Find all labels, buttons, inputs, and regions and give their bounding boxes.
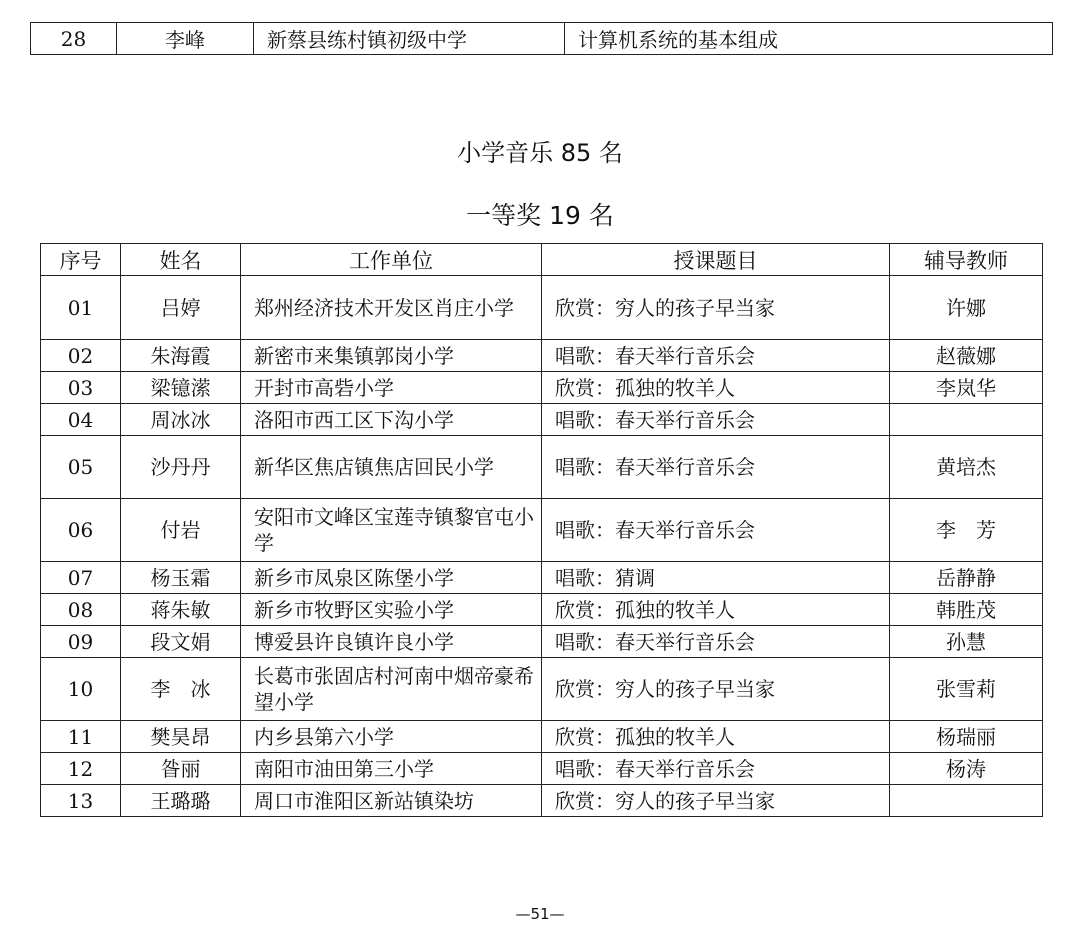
row-topic: 唱歌：春天举行音乐会 [542, 436, 890, 499]
row-number: 10 [41, 658, 121, 721]
table-row [41, 753, 1043, 785]
row-topic: 计算机系统的基本组成 [565, 23, 1053, 55]
row-name: 樊昊昂 [121, 721, 241, 753]
table-header-row [41, 244, 1043, 276]
row-topic: 欣赏：孤独的牧羊人 [542, 721, 890, 753]
table-row [41, 785, 1043, 817]
row-name: 昝丽 [121, 753, 241, 785]
section-title: 小学音乐 85 名 [457, 139, 623, 167]
row-number: 03 [41, 372, 121, 404]
row-teacher: 孙慧 [890, 626, 1043, 658]
row-name: 沙丹丹 [121, 436, 241, 499]
row-teacher: 李岚华 [890, 372, 1043, 404]
row-topic: 唱歌：春天举行音乐会 [542, 404, 890, 436]
row-number: 11 [41, 721, 121, 753]
row-number: 04 [41, 404, 121, 436]
table-row [41, 658, 1043, 721]
row-name: 王璐璐 [121, 785, 241, 817]
table-row [41, 499, 1043, 562]
row-unit: 安阳市文峰区宝莲寺镇黎官屯小学 [241, 499, 542, 562]
row-number: 08 [41, 594, 121, 626]
row-teacher: 杨瑞丽 [890, 721, 1043, 753]
row-number: 06 [41, 499, 121, 562]
row-unit: 内乡县第六小学 [241, 721, 542, 753]
row-teacher: 许娜 [890, 276, 1043, 340]
row-teacher [890, 404, 1043, 436]
row-unit: 新密市来集镇郭岗小学 [241, 340, 542, 372]
row-name: 朱海霞 [121, 340, 241, 372]
table-row [41, 372, 1043, 404]
row-name: 杨玉霜 [121, 562, 241, 594]
row-name: 吕婷 [121, 276, 241, 340]
row-number: 28 [31, 23, 117, 55]
row-number: 12 [41, 753, 121, 785]
page-number: —51— [515, 905, 565, 923]
row-topic: 欣赏：穷人的孩子早当家 [542, 785, 890, 817]
award-table [40, 243, 1043, 817]
header-number: 序号 [41, 244, 121, 276]
row-topic: 欣赏：穷人的孩子早当家 [542, 658, 890, 721]
row-number: 05 [41, 436, 121, 499]
row-teacher: 杨涛 [890, 753, 1043, 785]
row-topic: 唱歌：春天举行音乐会 [542, 340, 890, 372]
row-unit: 开封市高砦小学 [241, 372, 542, 404]
award-title: 一等奖 19 名 [466, 201, 614, 230]
header-name: 姓名 [121, 244, 241, 276]
row-number: 13 [41, 785, 121, 817]
row-teacher: 岳静静 [890, 562, 1043, 594]
row-unit: 博爱县许良镇许良小学 [241, 626, 542, 658]
row-topic: 唱歌：猜调 [542, 562, 890, 594]
row-unit: 新乡市牧野区实验小学 [241, 594, 542, 626]
table-row [41, 594, 1043, 626]
row-teacher: 韩胜茂 [890, 594, 1043, 626]
row-name: 段文娟 [121, 626, 241, 658]
row-unit: 周口市淮阳区新站镇染坊 [241, 785, 542, 817]
row-name: 周冰冰 [121, 404, 241, 436]
header-teacher: 辅导教师 [890, 244, 1043, 276]
row-name: 李 冰 [121, 658, 241, 721]
row-teacher: 赵薇娜 [890, 340, 1043, 372]
row-topic: 唱歌：春天举行音乐会 [542, 753, 890, 785]
row-topic: 欣赏：孤独的牧羊人 [542, 372, 890, 404]
table-row [41, 721, 1043, 753]
table-row [41, 276, 1043, 340]
row-unit: 南阳市油田第三小学 [241, 753, 542, 785]
row-unit: 新华区焦店镇焦店回民小学 [241, 436, 542, 499]
row-topic: 唱歌：春天举行音乐会 [542, 626, 890, 658]
row-unit: 新乡市凤泉区陈堡小学 [241, 562, 542, 594]
row-name: 李峰 [117, 23, 254, 55]
row-teacher: 张雪莉 [890, 658, 1043, 721]
table-row [41, 562, 1043, 594]
previous-section-table [30, 22, 1053, 55]
row-name: 付岩 [121, 499, 241, 562]
table-row [31, 23, 1053, 55]
row-unit: 郑州经济技术开发区肖庄小学 [241, 276, 542, 340]
header-unit: 工作单位 [241, 244, 542, 276]
table-row [41, 404, 1043, 436]
table-row [41, 626, 1043, 658]
row-unit: 长葛市张固店村河南中烟帝豪希望小学 [241, 658, 542, 721]
row-topic: 欣赏：穷人的孩子早当家 [542, 276, 890, 340]
row-number: 02 [41, 340, 121, 372]
row-number: 07 [41, 562, 121, 594]
row-unit: 洛阳市西工区下沟小学 [241, 404, 542, 436]
row-teacher [890, 785, 1043, 817]
table-row [41, 340, 1043, 372]
row-name: 梁镱潆 [121, 372, 241, 404]
row-topic: 唱歌：春天举行音乐会 [542, 499, 890, 562]
row-name: 蒋朱敏 [121, 594, 241, 626]
row-topic: 欣赏：孤独的牧羊人 [542, 594, 890, 626]
row-school: 新蔡县练村镇初级中学 [254, 23, 565, 55]
table-row [41, 436, 1043, 499]
row-number: 01 [41, 276, 121, 340]
row-teacher: 李 芳 [890, 499, 1043, 562]
row-number: 09 [41, 626, 121, 658]
header-topic: 授课题目 [542, 244, 890, 276]
row-teacher: 黄培杰 [890, 436, 1043, 499]
